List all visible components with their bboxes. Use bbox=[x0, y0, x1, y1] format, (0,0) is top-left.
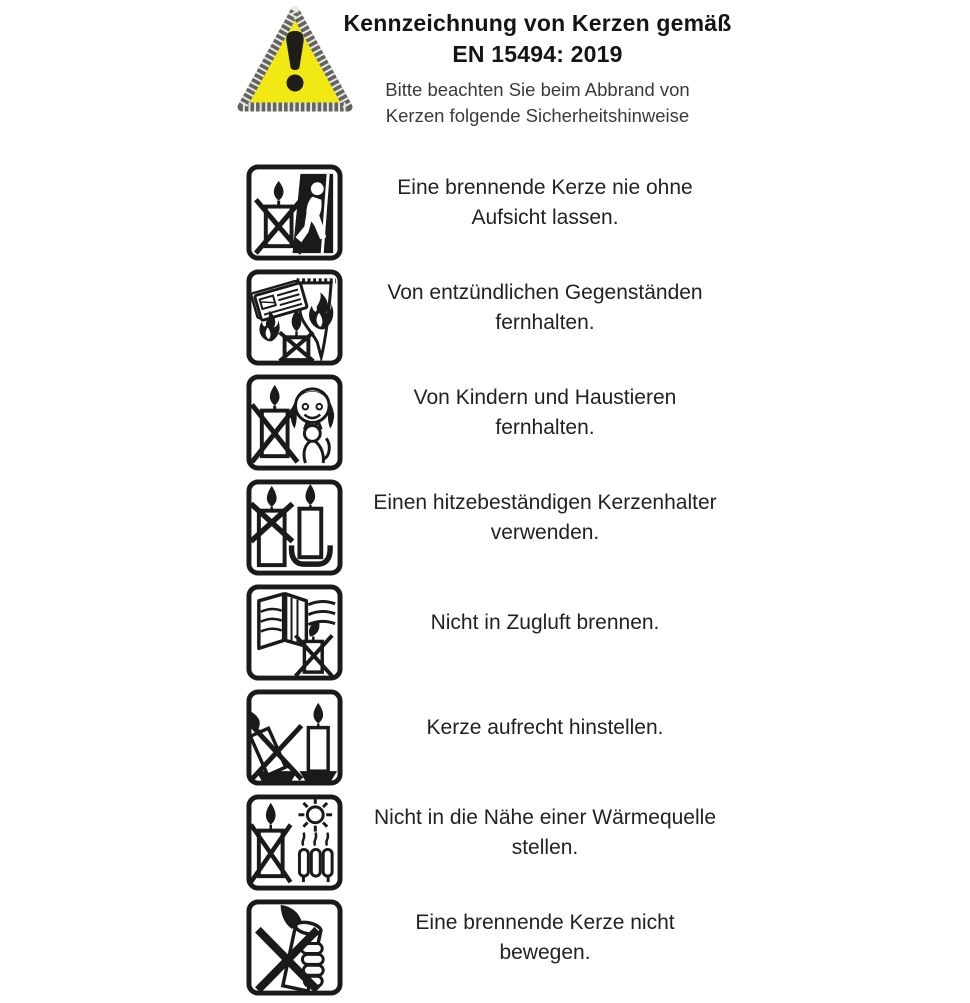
children-pets-icon bbox=[245, 373, 344, 472]
list-item bbox=[245, 478, 765, 583]
heat-source-icon bbox=[245, 793, 344, 892]
instruction-line2: stellen. bbox=[511, 835, 579, 859]
page-subtitle bbox=[340, 77, 735, 129]
draft-icon bbox=[245, 583, 344, 682]
instruction-line1: Eine brennende Kerze nicht bbox=[415, 910, 675, 934]
instruction-text bbox=[345, 573, 745, 672]
candle-holder-icon bbox=[245, 478, 344, 577]
instruction-line1: Nicht in Zugluft brennen. bbox=[430, 610, 660, 634]
unattended-candle-icon bbox=[245, 163, 344, 262]
instruction-line1: Einen hitzebeständigen Kerzenhalter bbox=[373, 490, 717, 514]
instruction-line2: fernhalten. bbox=[495, 415, 595, 439]
warning-triangle-icon bbox=[236, 3, 354, 115]
instruction-text bbox=[345, 678, 745, 777]
page-title-line2: EN 15494: 2019 bbox=[452, 41, 623, 67]
list-item bbox=[245, 583, 765, 688]
instruction-line2: verwenden. bbox=[490, 520, 600, 544]
instruction-line1: Von Kindern und Haustieren bbox=[413, 385, 677, 409]
page-subtitle-line1: Bitte beachten Sie beim Abbrand von bbox=[385, 79, 690, 100]
instruction-line1: Kerze aufrecht hinstellen. bbox=[426, 715, 664, 739]
safety-instructions-list bbox=[245, 163, 765, 1003]
instruction-text bbox=[345, 153, 745, 252]
instruction-line1: Von entzündlichen Gegenständen bbox=[387, 280, 703, 304]
instruction-line2: bewegen. bbox=[499, 940, 591, 964]
list-item bbox=[245, 688, 765, 793]
instruction-text bbox=[345, 363, 745, 462]
upright-candle-icon bbox=[245, 688, 344, 787]
moving-candle-icon bbox=[245, 898, 344, 997]
instruction-text bbox=[345, 258, 745, 357]
instruction-line1: Eine brennende Kerze nie ohne bbox=[397, 175, 693, 199]
header bbox=[340, 8, 735, 129]
instruction-line2: fernhalten. bbox=[495, 310, 595, 334]
list-item bbox=[245, 163, 765, 268]
flammable-objects-icon bbox=[245, 268, 344, 367]
instruction-text bbox=[345, 888, 745, 987]
page-title-line1: Kennzeichnung von Kerzen gemäß bbox=[343, 10, 732, 36]
list-item bbox=[245, 373, 765, 478]
instruction-line2: Aufsicht lassen. bbox=[471, 205, 619, 229]
instruction-text bbox=[345, 468, 745, 567]
instruction-text bbox=[345, 783, 745, 882]
page-subtitle-line2: Kerzen folgende Sicherheitshinweise bbox=[385, 105, 690, 126]
list-item bbox=[245, 268, 765, 373]
list-item bbox=[245, 793, 765, 898]
instruction-line1: Nicht in die Nähe einer Wärmequelle bbox=[374, 805, 716, 829]
list-item bbox=[245, 898, 765, 1003]
